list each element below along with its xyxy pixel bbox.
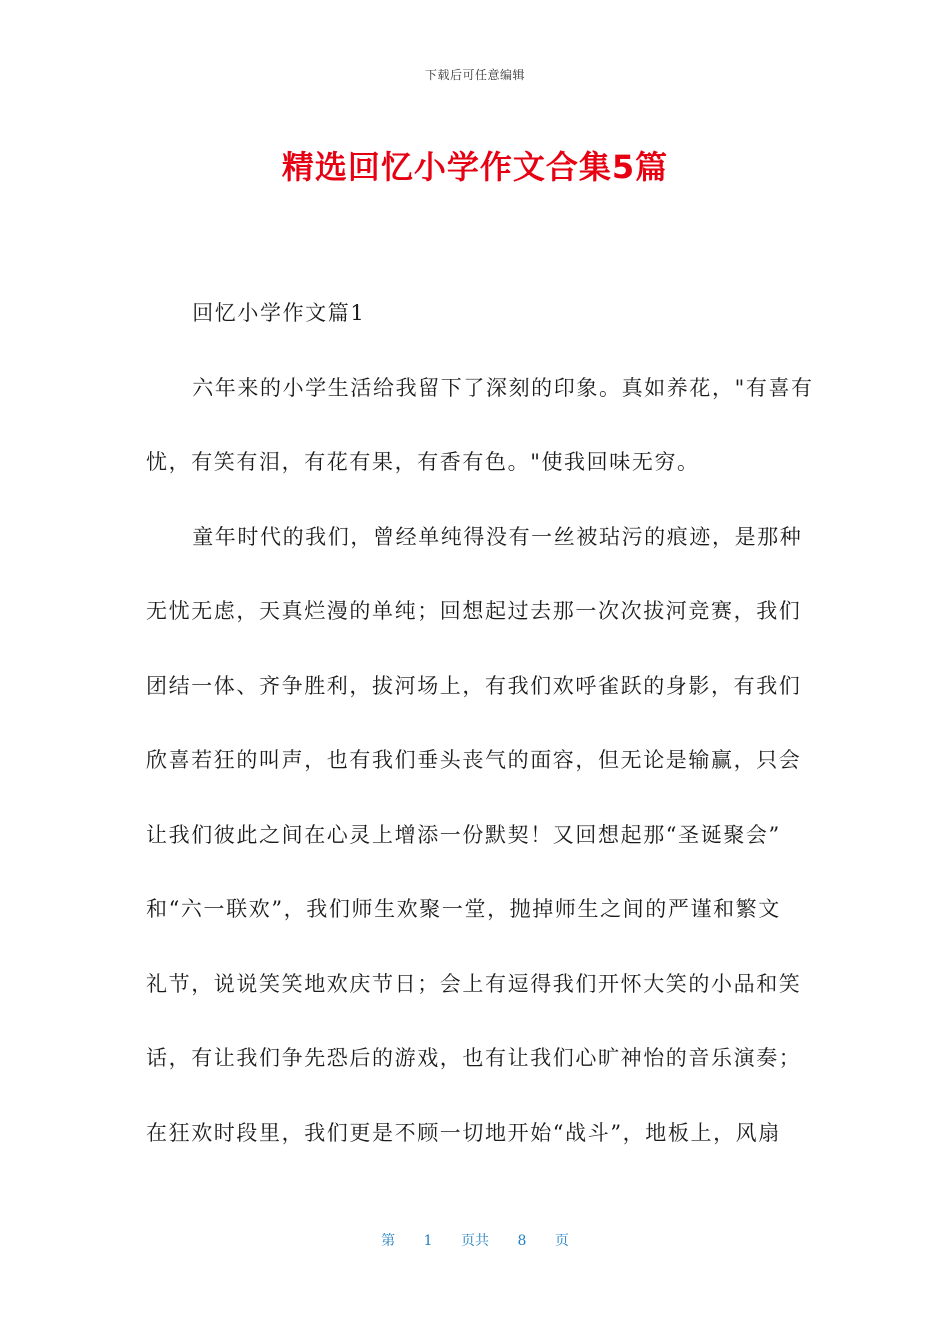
footer-total-label: 页共 bbox=[461, 1233, 489, 1249]
footer-page-label: 第 bbox=[381, 1233, 396, 1249]
footer-total-pages: 8 bbox=[517, 1233, 527, 1249]
paragraph-1-line: 忧，有笑有泪，有花有果，有香有色。"使我回味无穷。 bbox=[146, 450, 700, 474]
paragraph-2-line: 话，有让我们争先恐后的游戏，也有让我们心旷神怡的音乐演奏； bbox=[146, 1046, 802, 1070]
paragraph-2-line: 让我们彼此之间在心灵上增添一份默契！又回想起那“圣诞聚会” bbox=[146, 822, 781, 847]
document-title: 精选回忆小学作文合集5篇 bbox=[281, 148, 669, 186]
paragraph-2-line: 和“六一联欢”，我们师生欢聚一堂，抛掉师生之间的严谨和繁文 bbox=[146, 897, 781, 921]
paragraph-2-line: 在狂欢时段里，我们更是不顾一切地开始“战斗”，地板上，风扇 bbox=[146, 1120, 781, 1145]
paragraph-2-line: 团结一体、齐争胜利，拔河场上，有我们欢呼雀跃的身影，有我们 bbox=[146, 673, 802, 698]
paragraph-1-line: 六年来的小学生活给我留下了深刻的印象。真如养花，"有喜有 bbox=[192, 375, 814, 400]
paragraph-2-continuation bbox=[146, 574, 806, 1170]
section-heading: 回忆小学作文篇1 bbox=[192, 301, 366, 325]
footer-page-number: 1 bbox=[423, 1233, 433, 1249]
paragraph-2-line: 礼节，说说笑笑地欢庆节日；会上有逗得我们开怀大笑的小品和笑 bbox=[146, 971, 802, 996]
page-footer bbox=[0, 1230, 950, 1250]
paragraph-2-line: 无忧无虑，天真烂漫的单纯；回想起过去那一次次拔河竞赛，我们 bbox=[146, 599, 802, 623]
paragraph-2-line: 欣喜若狂的叫声，也有我们垂头丧气的面容，但无论是输赢，只会 bbox=[146, 748, 802, 772]
document-body bbox=[146, 276, 814, 1170]
paragraph-1 bbox=[146, 351, 814, 426]
paragraph-1-continuation bbox=[146, 425, 806, 500]
header-note: 下载后可任意编辑 bbox=[424, 68, 525, 82]
paragraph-2-line: 童年时代的我们，曾经单纯得没有一丝被玷污的痕迹，是那种 bbox=[192, 524, 803, 549]
footer-end-label: 页 bbox=[554, 1233, 569, 1249]
paragraph-2 bbox=[146, 500, 806, 575]
